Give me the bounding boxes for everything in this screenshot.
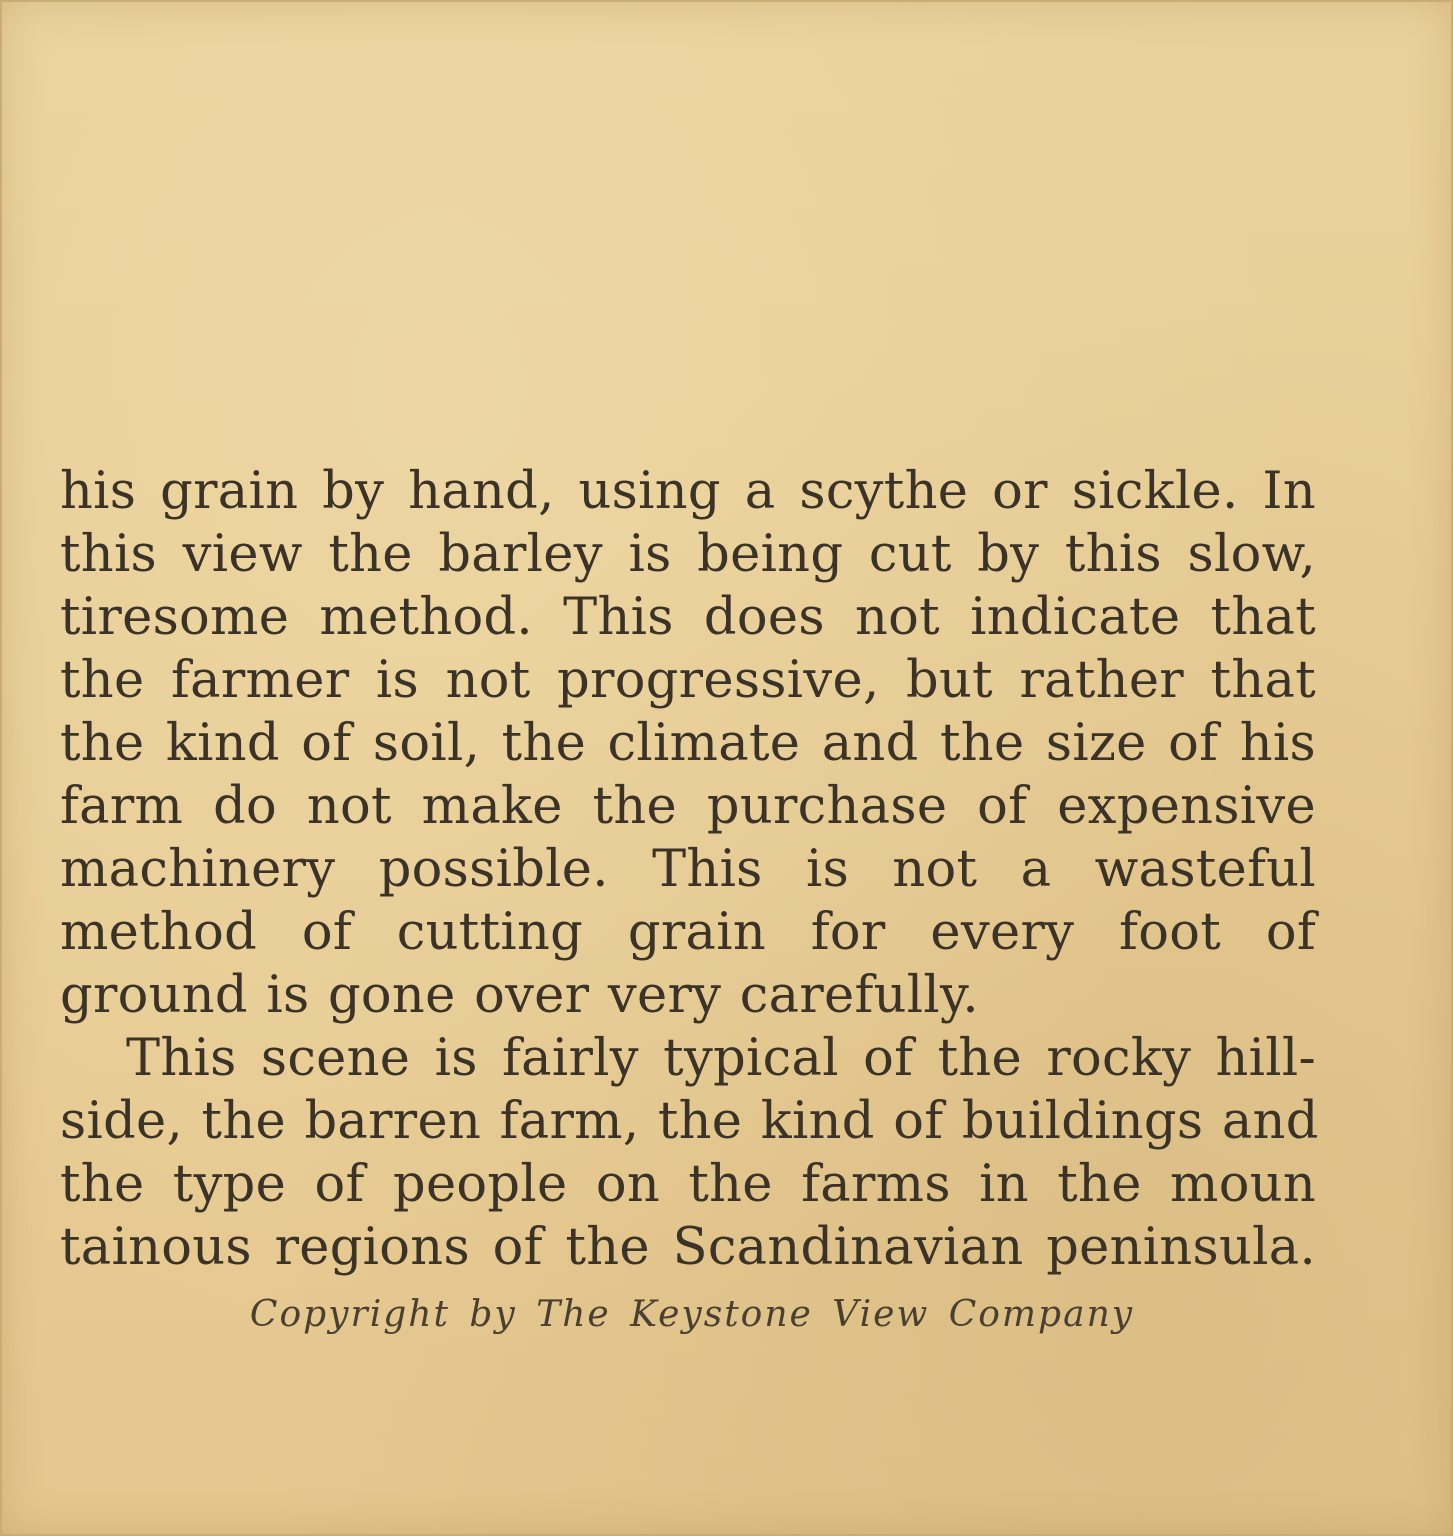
text-line: method of cutting grain for every foot of <box>60 903 1316 962</box>
text-line: This scene is fairly typical of the rocky hill- <box>126 1029 1316 1088</box>
text-line: tiresome method. This does not indicate that <box>60 588 1316 647</box>
text-line: the type of people on the farms in the moun <box>60 1155 1316 1214</box>
text-line: farm do not make the purchase of expensive <box>60 777 1316 836</box>
text-line: the kind of soil, the climate and the size of his <box>60 714 1316 773</box>
description-text <box>60 460 1319 1279</box>
text-line: the farmer is not progressive, but rather that <box>60 651 1316 710</box>
text-line: his grain by hand, using a scythe or sickle. In <box>60 462 1316 521</box>
text-line: this view the barley is being cut by this slow, <box>60 525 1316 584</box>
copyright-line: Copyright by The Keystone View Company <box>249 1294 1135 1335</box>
text-line: ground is gone over very carefully. <box>60 966 979 1025</box>
text-line: machinery possible. This is not a wasteful <box>60 840 1316 899</box>
text-line: side, the barren farm, the kind of buildings and <box>60 1092 1319 1151</box>
text-line: tainous regions of the Scandinavian peninsula. <box>60 1218 1316 1277</box>
